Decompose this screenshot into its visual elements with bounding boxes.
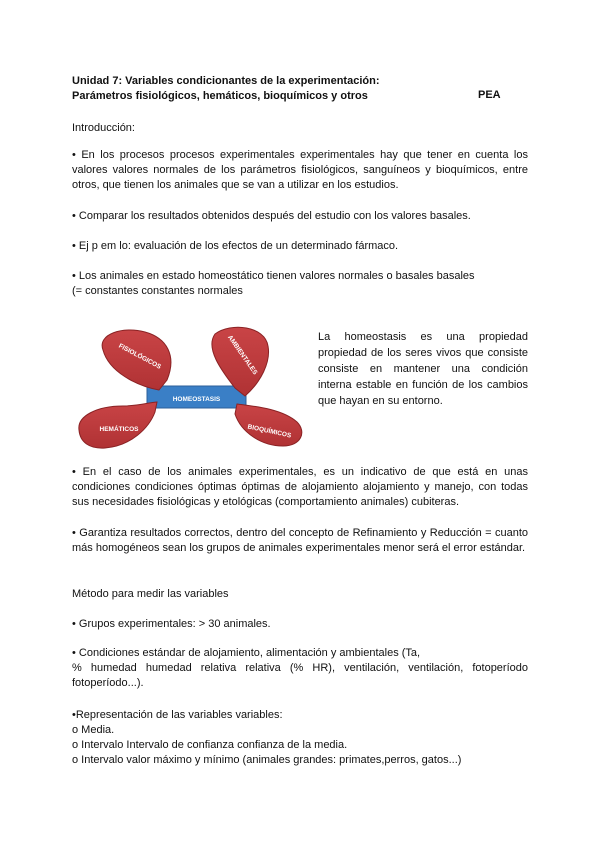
paragraph-parameters: • En los procesos procesos experimentales experimentales hay que tener en cuenta los valores valores normales de los parámetros fisiológicos, sanguíneos y bioquímicos, entre otros, que tienen los animales que se van a utilizar en los estudios. xyxy=(72,149,528,191)
method-item-range: o Intervalo valor máximo y mínimo (animales grandes: primates,perros, gatos...) xyxy=(72,754,462,766)
method-item-media: o Media. xyxy=(72,724,115,736)
paragraph-homeostatic-line2: (= constantes constantes normales xyxy=(72,285,243,297)
paragraph-example: • Ej p em lo: evaluación de los efectos de un determinado fármaco. xyxy=(72,240,399,252)
method-conditions-line1: • Condiciones estándar de alojamiento, alimentación y ambientales (Ta, xyxy=(72,647,421,659)
petal-bioquimicos xyxy=(235,404,302,446)
homeostasis-center-label: HOMEOSTASIS xyxy=(172,396,221,403)
petal-hematicos-label: HEMÁTICOS xyxy=(99,426,139,433)
method-item-confidence: o Intervalo Intervalo de confianza confianza de la media. xyxy=(72,739,348,751)
method-representation: •Representación de las variables variables: xyxy=(72,709,283,721)
unit-title: Unidad 7: Variables condicionantes de la experimentación: xyxy=(72,75,380,87)
method-conditions-line2: % humedad humedad relativa relativa (% HR), ventilación, ventilación, fotoperíodo xyxy=(72,662,528,674)
method-heading: Método para medir las variables xyxy=(72,588,229,600)
method-conditions-line3: fotoperíodo...). xyxy=(72,677,144,689)
method-groups: • Grupos experimentales: > 30 animales. xyxy=(72,618,271,630)
intro-heading: Introducción: xyxy=(72,122,135,134)
paragraph-compare: • Comparar los resultados obtenidos después del estudio con los valores basales. xyxy=(72,210,471,222)
petal-ambientales-label: AMBIENTALES xyxy=(226,334,259,377)
paragraph-homeostatic-line1: • Los animales en estado homeostático tienen valores normales o basales basales xyxy=(72,270,475,282)
homeostasis-diagram xyxy=(75,322,305,457)
paragraph-experimental-animals: • En el caso de los animales experimentales, es un indicativo de que está en unas condiciones condiciones óptimas óptimas de alojamiento alojamiento y manejo, con todas sus necesidades fisiológicas y etológicas (comportamiento animales) cubiteras. xyxy=(72,466,528,508)
petal-fisiologicos xyxy=(102,330,171,390)
unit-subtitle: Parámetros fisiológicos, hemáticos, bioquímicos y otros xyxy=(72,90,368,102)
homeostasis-definition: La homeostasis es una propiedad propiedad de los seres vivos que consiste consiste en mantener una condición interna estable en función de los cambios que hayan en su entorno. xyxy=(318,331,528,407)
paragraph-guarantee: • Garantiza resultados correctos, dentro del concepto de Refinamiento y Reducción = cuanto más homogéneos sean los grupos de animales experimentales menor será el error estándar. xyxy=(72,527,528,554)
petal-fisiologicos-label: FISIOLÓGICOS xyxy=(117,342,163,371)
petal-bioquimicos-label: BIOQUÍMICOS xyxy=(246,423,292,440)
pea-tag: PEA xyxy=(478,89,501,101)
